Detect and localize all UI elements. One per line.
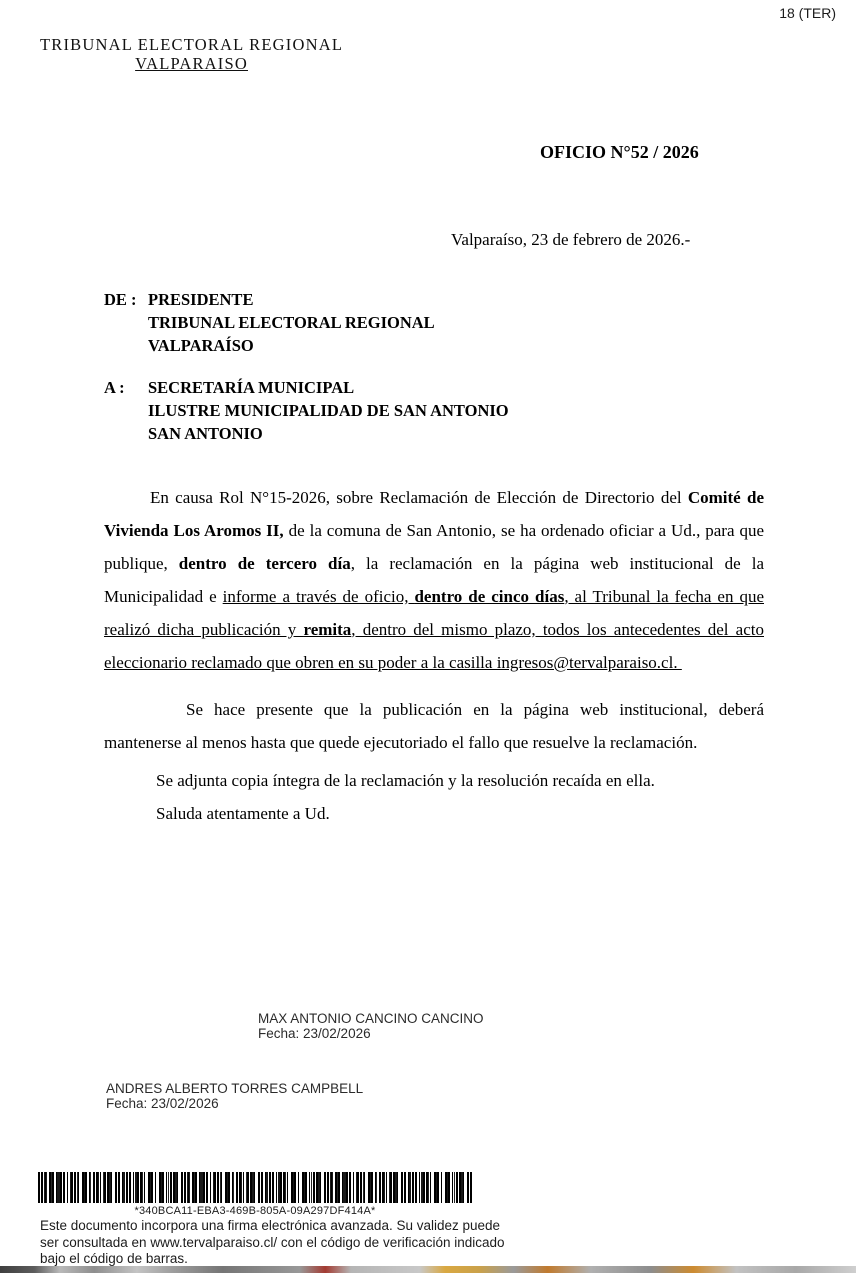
body-text-segment: informe a través de oficio,: [222, 587, 415, 606]
body-line-closing: Saluda atentamente a Ud.: [156, 804, 330, 823]
oficio-number-title: OFICIO N°52 / 2026: [540, 142, 699, 162]
signature-block-president: [258, 1011, 484, 1041]
body-paragraph-publication-note: Se hace presente que la publicación en la página web institucional, deberá mantenerse al menos hasta que quede ejecutoriado el fallo que resuelve la reclamación.: [104, 700, 764, 752]
letter-body: [104, 481, 764, 830]
from-label: DE :: [104, 290, 137, 309]
signature-name: MAX ANTONIO CANCINO CANCINO: [258, 1011, 484, 1026]
verification-barcode-section: [38, 1172, 472, 1217]
to-lines: [148, 376, 704, 445]
body-text-segment: , al Tribunal la fecha en que realizó dicha publicación y: [104, 587, 764, 639]
body-text-segment: , la reclamación en la página web institucional de la Municipalidad e: [104, 554, 764, 606]
text-line: SAN ANTONIO: [148, 424, 263, 443]
from-block: [104, 288, 704, 357]
barcode-verification-code: *340BCA11-EBA3-469B-805A-09A297DF414A*: [134, 1205, 376, 1217]
text-line: SECRETARÍA MUNICIPAL: [148, 378, 355, 397]
body-text-segment: de la comuna de San Antonio, se ha ordenado oficiar a Ud., para que publique,: [104, 521, 764, 573]
signature-block-secretary: [106, 1081, 363, 1111]
to-block: [104, 376, 704, 445]
letterhead-org-name: TRIBUNAL ELECTORAL REGIONAL: [40, 35, 344, 54]
place-date-line: Valparaíso, 23 de febrero de 2026.-: [451, 230, 691, 249]
text-line: PRESIDENTE: [148, 290, 254, 309]
body-text-segment: Comité de Vivienda Los Aromos II,: [104, 488, 764, 540]
body-text-segment: dentro de tercero día: [178, 554, 351, 573]
to-label: A :: [104, 378, 125, 397]
body-text-segment: En causa Rol N°15-2026, sobre Reclamación de Elección de Directorio del: [150, 488, 688, 507]
barcode-image: [38, 1172, 472, 1203]
text-line: ser consultada en www.tervalparaiso.cl/ con el código de verificación indicado: [40, 1234, 505, 1250]
text-line: VALPARAÍSO: [148, 336, 254, 355]
signature-date: Fecha: 23/02/2026: [106, 1096, 219, 1111]
letterhead: [40, 36, 343, 73]
text-line: TRIBUNAL ELECTORAL REGIONAL: [148, 313, 435, 332]
electronic-signature-disclaimer: [40, 1218, 600, 1268]
body-text-segment: , dentro del mismo plazo, todos los antecedentes del acto eleccionario reclamado que obren en su poder a la casilla ingresos@tervalparaiso.cl.: [104, 620, 764, 672]
text-line: Este documento incorpora una firma electrónica avanzada. Su validez puede: [40, 1218, 501, 1233]
body-paragraph-order: [104, 481, 764, 679]
body-line-attachment: Se adjunta copia íntegra de la reclamación y la resolución recaída en ella.: [156, 771, 655, 790]
signature-date: Fecha: 23/02/2026: [258, 1026, 371, 1041]
next-page-edge-strip: [0, 1266, 856, 1273]
text-line: ILUSTRE MUNICIPALIDAD DE SAN ANTONIO: [148, 401, 509, 420]
body-text-segment: dentro de cinco días: [414, 587, 565, 606]
signature-name: ANDRES ALBERTO TORRES CAMPBELL: [106, 1081, 364, 1096]
letterhead-region: VALPARAISO: [135, 54, 248, 73]
body-text-segment: remita: [303, 620, 352, 639]
text-line: bajo el código de barras.: [40, 1251, 188, 1266]
from-lines: [148, 288, 704, 357]
page-number: 18 (TER): [779, 5, 836, 21]
